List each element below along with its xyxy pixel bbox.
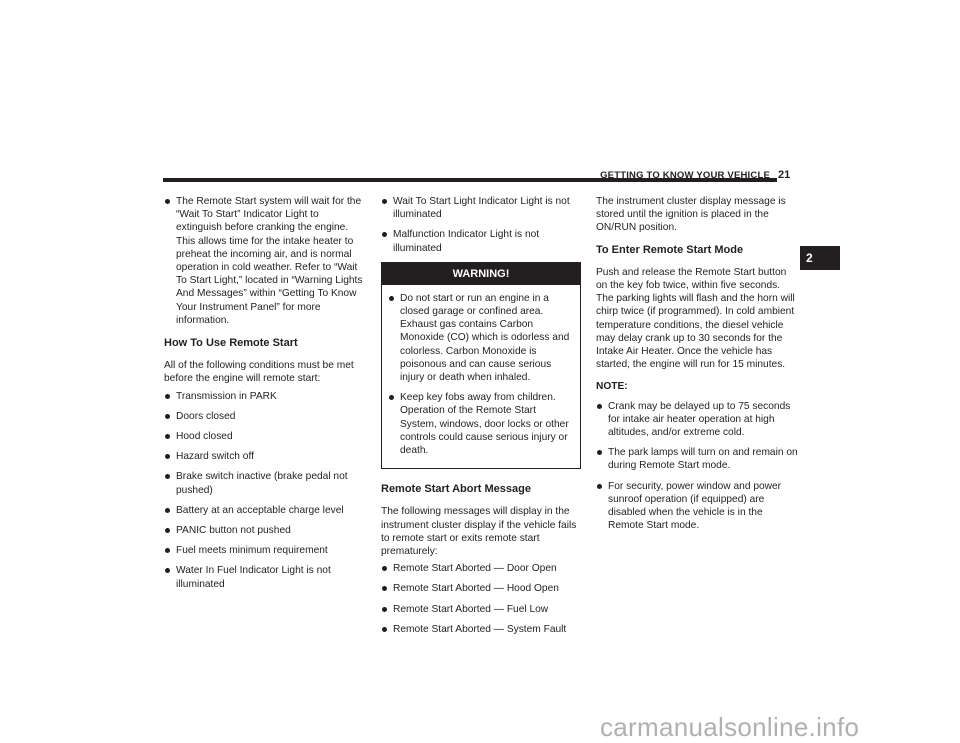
bullet-icon [597,404,602,409]
conditions-list-continued [381,195,581,255]
note-label: NOTE: [596,381,628,393]
list-item: Hood closed [164,430,364,443]
list-item: Remote Start Aborted — Door Open [381,562,581,575]
bullet-icon [165,508,170,513]
list-item: Fuel meets minimum requirement [164,544,364,557]
list-item: Water In Fuel Indicator Light is not illuminated [164,564,364,590]
bullet-icon [165,548,170,553]
list-item: Battery at an acceptable charge level [164,504,364,517]
bullet-icon [165,528,170,533]
bullet-icon [382,199,387,204]
conditions-list [164,390,364,591]
list-item: Doors closed [164,410,364,423]
list-item: Hazard switch off [164,450,364,463]
column-1 [164,195,364,598]
chapter-tab: 2 [800,246,840,270]
stored-message-para: The instrument cluster display message is stored until the ignition is placed in the ON/RUN position. [596,196,786,234]
list-item: Remote Start Aborted — System Fault [381,623,581,636]
wait-to-start-note: The Remote Start system will wait for the “Wait To Start” Indicator Light to extinguish before cranking the engine. This allows time for the intake heater to preheat the incoming air, and is normal operation in cold weather. Refer to “Wait To Start Light,” located in “Warning Lights And Messages” within “Getting To Know Your Instrument Panel” for more information. [176,196,363,326]
bullet-icon [165,434,170,439]
list-item: The park lamps will turn on and remain on during Remote Start mode. [596,446,798,472]
list-item: Transmission in PARK [164,390,364,403]
list-item: Remote Start Aborted — Fuel Low [381,603,581,616]
list-item: Brake switch inactive (brake pedal not pushed) [164,470,364,496]
abort-intro: The following messages will display in the instrument cluster display if the vehicle fails to remote start or exits remote start prematurely: [381,506,577,558]
warning-title: WARNING! [382,263,580,285]
bullet-icon [165,394,170,399]
warning-item: Do not start or run an engine in a closed garage or confined area. Exhaust gas contains Carbon Monoxide (CO) which is odorless and colorless. Carbon Monoxide is poisonous and can cause serious injury or death when inhaled. [388,292,574,384]
conditions-intro: All of the following conditions must be met before the engine will remote start: [164,360,354,385]
column-2 [381,195,581,643]
bullet-icon [382,627,387,632]
list-item: Remote Start Aborted — Hood Open [381,582,581,595]
bullet-icon [165,474,170,479]
list-item: Malfunction Indicator Light is not illuminated [381,228,581,254]
bullet-icon [165,568,170,573]
warning-item: Keep key fobs away from children. Operation of the Remote Start System, windows, door locks or other controls could cause serious injury or death. [388,391,574,457]
bullet-icon [389,395,394,400]
list-item: Wait To Start Light Indicator Light is not illuminated [381,195,581,221]
bullet-icon [165,454,170,459]
bullet-icon [382,607,387,612]
bullet-icon [382,586,387,591]
warning-box [381,262,581,469]
abort-messages-list [381,562,581,636]
bullet-icon [382,566,387,571]
bullet-icon [389,296,394,301]
how-to-use-heading: How To Use Remote Start [164,337,298,350]
bullet-icon [382,232,387,237]
bullet-icon [597,484,602,489]
enter-remote-start-heading: To Enter Remote Start Mode [596,243,744,256]
notes-list [596,400,798,533]
enter-remote-start-para: Push and release the Remote Start button on the key fob twice, within five seconds. The parking lights will flash and the horn will chirp twice (if programmed). In cold ambient temperature conditions, the diesel vehicle may delay crank up to 30 seconds for the Intake Air Heater. Once the vehicle has started, the engine will run for 15 minutes. [596,266,795,371]
watermark: carmanualsonline.info [600,712,860,742]
page-number: 21 [778,169,791,181]
bullet-icon [165,199,170,204]
abort-message-heading: Remote Start Abort Message [381,483,531,496]
section-title: GETTING TO KNOW YOUR VEHICLE [600,170,770,181]
bullet-icon [165,414,170,419]
list-item: Crank may be delayed up to 75 seconds for intake air heater operation at high altitudes, and/or extreme cold. [596,400,798,440]
list-item: For security, power window and power sunroof operation (if equipped) are disabled when the vehicle is in the Remote Start mode. [596,480,798,533]
list-item [164,195,364,327]
column-3 [596,195,798,539]
list-item: PANIC button not pushed [164,524,364,537]
bullet-icon [597,450,602,455]
